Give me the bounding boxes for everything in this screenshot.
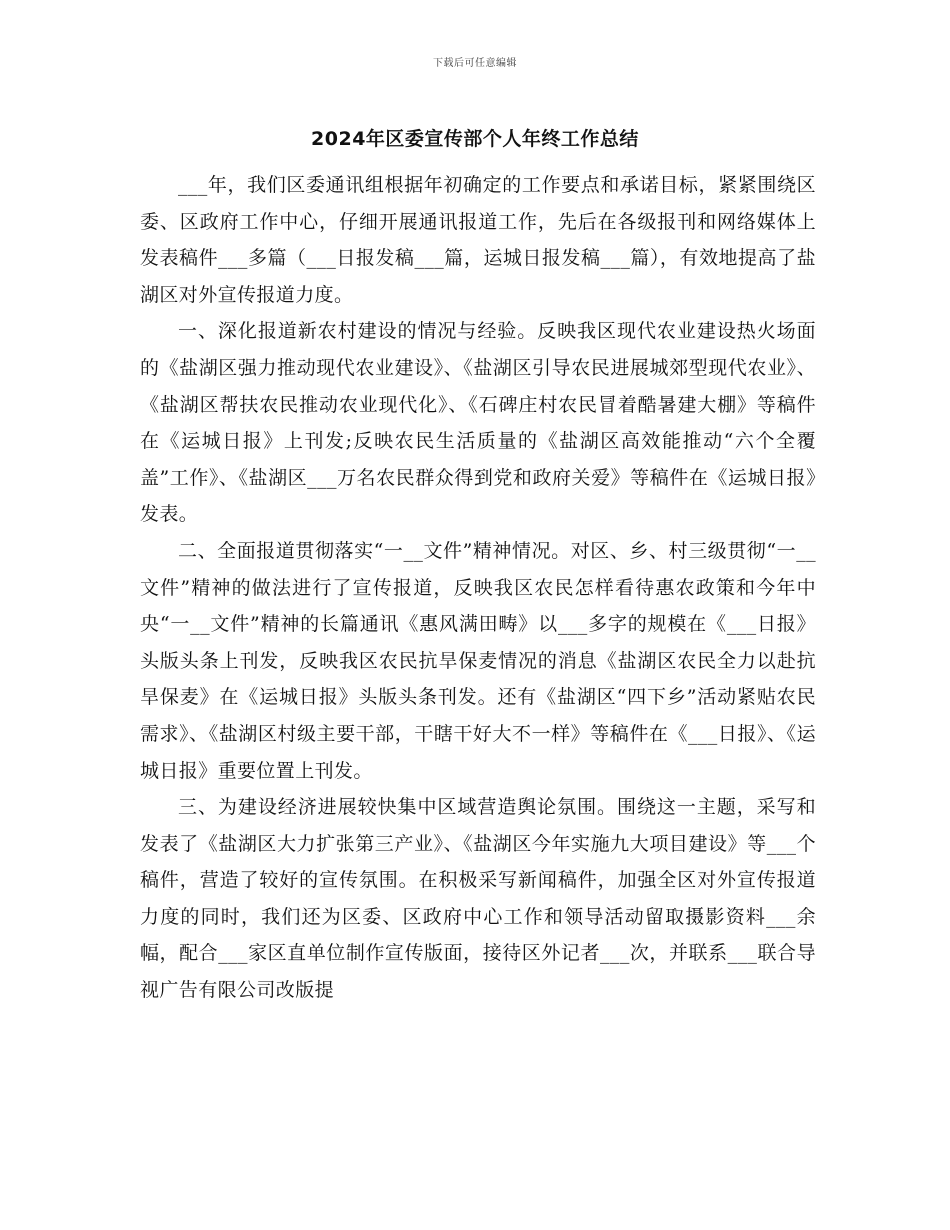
paragraph-intro: ___年，我们区委通讯组根据年初确定的工作要点和承诺目标，紧紧围绕区委、区政府工作中心，仔细开展通讯报道工作，先后在各级报刊和网络媒体上发表稿件___多篇（___日报发稿___篇，运城日报发稿___篇），有效地提高了盐湖区对外宣传报道力度。 bbox=[140, 174, 816, 306]
paragraph-section-3: 三、为建设经济进展较快集中区域营造舆论氛围。围绕这一主题，采写和发表了《盐湖区大力扩张第三产业》、《盐湖区今年实施九大项目建设》等___个稿件，营造了较好的宣传氛围。在积极采写新闻稿件，加强全区对外宣传报道力度的同时，我们还为区委、区政府中心工作和领导活动留取摄影资料___余幅，配合___家区直单位制作宣传版面，接待区外记者___次，并联系___联合导视广告有限公司改版提 bbox=[140, 796, 816, 1002]
document-title: 2024年区委宣传部个人年终工作总结 bbox=[311, 128, 639, 150]
paragraph-section-1: 一、深化报道新农村建设的情况与经验。反映我区现代农业建设热火场面的《盐湖区强力推动现代农业建设》、《盐湖区引导农民进展城郊型现代农业》、《盐湖区帮扶农民推动农业现代化》、《石碑庄村农民冒着酷暑建大棚》等稿件在《运城日报》上刊发;反映农民生活质量的《盐湖区高效能推动“六个全覆盖”工作》、《盐湖区___万名农民群众得到党和政府关爱》等稿件在《运城日报》发表。 bbox=[140, 320, 816, 526]
document-body bbox=[140, 167, 816, 1009]
header-note: 下载后可任意编辑 bbox=[433, 58, 517, 69]
paragraph-section-2: 二、全面报道贯彻落实“一__文件”精神情况。对区、乡、村三级贯彻“一__文件”精神的做法进行了宣传报道，反映我区农民怎样看待惠农政策和今年中央“一__文件”精神的长篇通讯《惠风满田畴》以___多字的规模在《___日报》头版头条上刊发，反映我区农民抗旱保麦情况的消息《盐湖区农民全力以赴抗旱保麦》在《运城日报》头版头条刊发。还有《盐湖区“四下乡”活动紧贴农民需求》、《盐湖区村级主要干部，干瞎干好大不一样》等稿件在《___日报》、《运城日报》重要位置上刊发。 bbox=[140, 539, 816, 782]
